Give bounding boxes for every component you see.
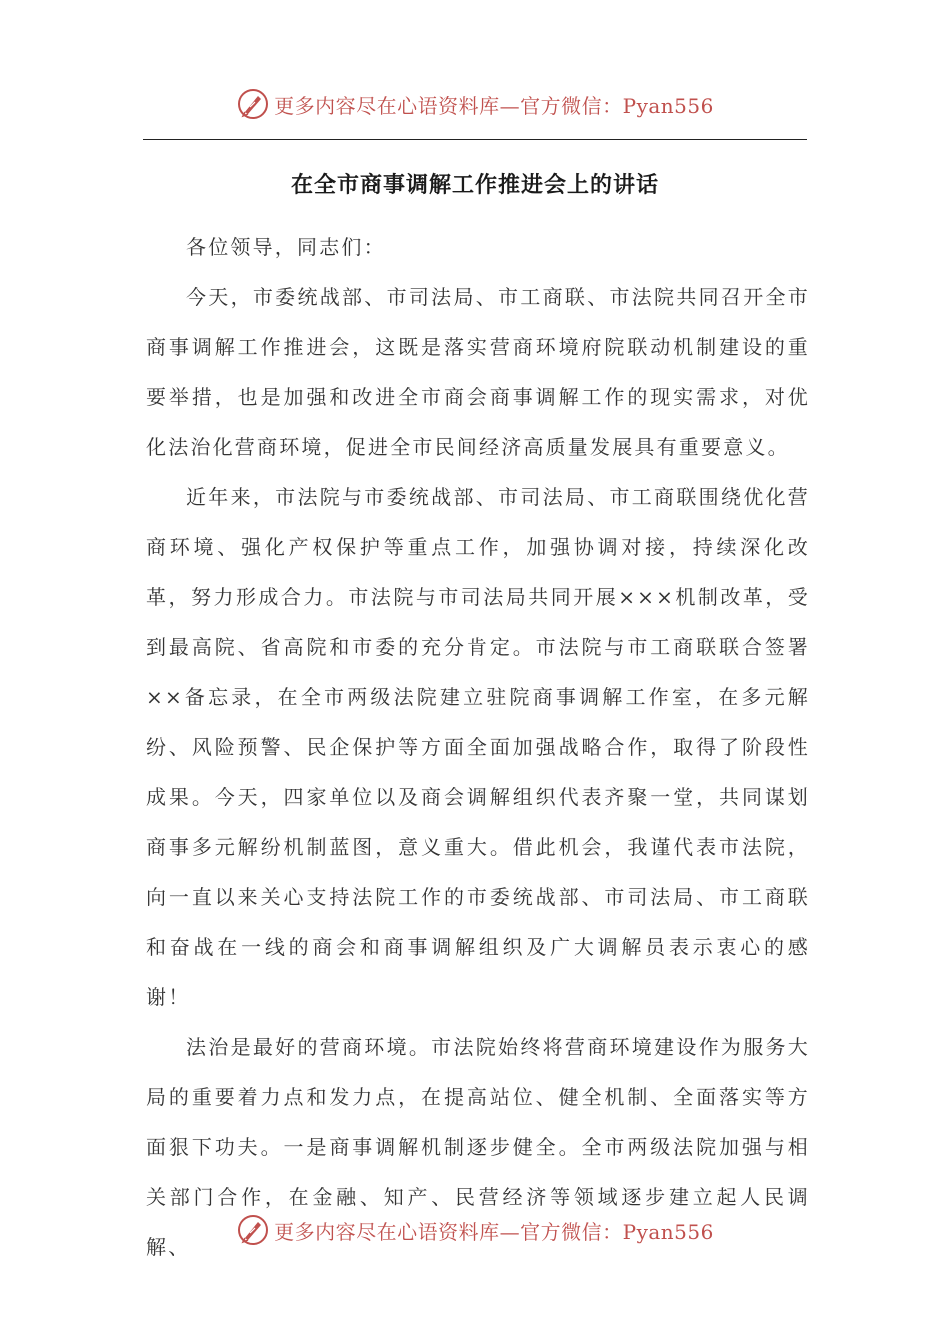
footer-banner [0,1210,950,1250]
banner-text: 更多内容尽在心语资料库—官方微信：Pyan556 [274,1219,714,1244]
banner-text: 更多内容尽在心语资料库—官方微信：Pyan556 [274,93,714,118]
document-title: 在全市商事调解工作推进会上的讲话 [290,173,659,198]
document-body [146,272,810,1272]
greeting-text: 各位领导，同志们： [186,235,386,259]
quill-pen-icon [236,87,270,121]
header-banner [0,84,950,124]
quill-pen-icon [236,1213,270,1247]
body-paragraph: 法治是最好的营商环境。市法院始终将营商环境建设作为服务大局的重要着力点和发力点，在提高站位、健全机制、全面落实等方面狠下功夫。一是商事调解机制逐步健全。全市两级法院加强与相关部门合作，在金融、知产、民营经济等领域逐步建立起人民调解、 [146,1035,810,1259]
header-divider [143,139,807,140]
body-paragraph: 今天，市委统战部、市司法局、市工商联、市法院共同召开全市商事调解工作推进会，这既是落实营商环境府院联动机制建设的重要举措，也是加强和改进全市商会商事调解工作的现实需求，对优化法治化营商环境，促进全市民间经济高质量发展具有重要意义。 [146,285,810,459]
greeting [146,222,810,272]
body-paragraph: 近年来，市法院与市委统战部、市司法局、市工商联围绕优化营商环境、强化产权保护等重点工作，加强协调对接，持续深化改革，努力形成合力。市法院与市司法局共同开展×××机制改革，受到最高院、省高院和市委的充分肯定。市法院与市工商联联合签署××备忘录，在全市两级法院建立驻院商事调解工作室，在多元解纷、风险预警、民企保护等方面全面加强战略合作，取得了阶段性成果。今天，四家单位以及商会调解组织代表齐聚一堂，共同谋划商事多元解纷机制蓝图，意义重大。借此机会，我谨代表市法院，向一直以来关心支持法院工作的市委统战部、市司法局、市工商联和奋战在一线的商会和商事调解组织及广大调解员表示衷心的感谢！ [146,485,810,1009]
